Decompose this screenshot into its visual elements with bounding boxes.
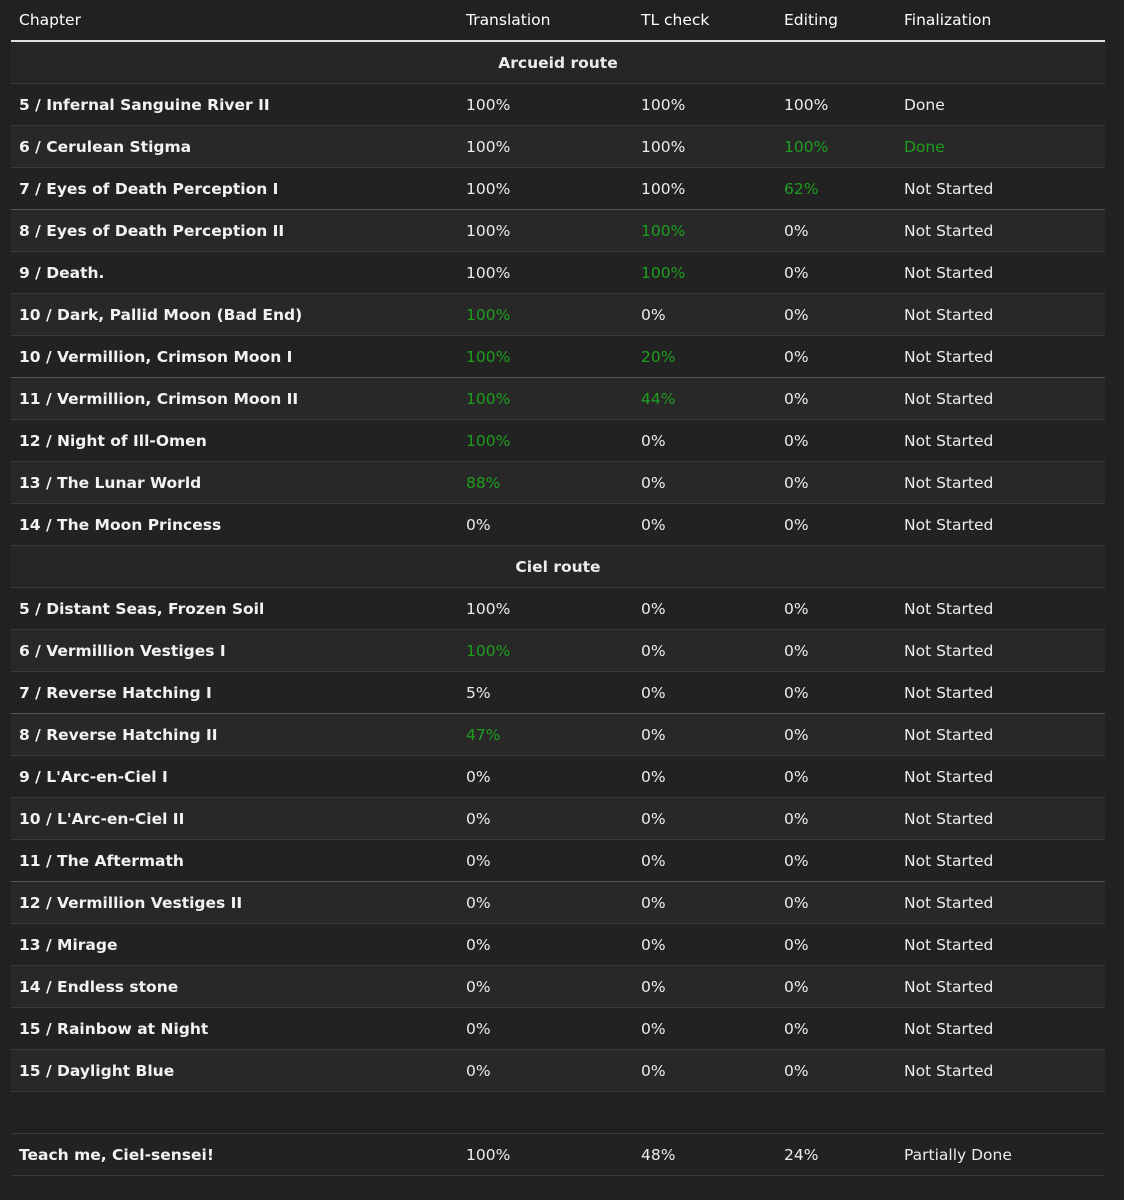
- table-row: [11, 462, 1105, 504]
- cell-translation: 0%: [458, 882, 633, 924]
- cell-editing: 100%: [776, 126, 896, 168]
- cell-tl-check: 0%: [633, 462, 776, 504]
- progress-table-container: [11, 0, 1105, 1176]
- cell-editing: 0%: [776, 378, 896, 420]
- spacer-cell: [11, 1092, 1105, 1134]
- cell-translation: 47%: [458, 714, 633, 756]
- cell-finalization: Done: [896, 84, 1105, 126]
- section-title: Arcueid route: [11, 41, 1105, 84]
- cell-finalization: Not Started: [896, 756, 1105, 798]
- cell-chapter: 12 / Vermillion Vestiges II: [11, 882, 458, 924]
- cell-tl-check: 0%: [633, 714, 776, 756]
- cell-chapter: 5 / Distant Seas, Frozen Soil: [11, 588, 458, 630]
- cell-translation: 0%: [458, 1050, 633, 1092]
- cell-translation: 100%: [458, 210, 633, 252]
- cell-tl-check: 100%: [633, 210, 776, 252]
- table-row: [11, 924, 1105, 966]
- table-row: [11, 840, 1105, 882]
- cell-translation: 88%: [458, 462, 633, 504]
- cell-editing: 24%: [776, 1134, 896, 1176]
- cell-chapter: 9 / Death.: [11, 252, 458, 294]
- section-header-row: [11, 41, 1105, 84]
- cell-translation: 0%: [458, 840, 633, 882]
- table-row: [11, 168, 1105, 210]
- cell-translation: 5%: [458, 672, 633, 714]
- cell-tl-check: 0%: [633, 840, 776, 882]
- cell-finalization: Not Started: [896, 168, 1105, 210]
- table-row: [11, 84, 1105, 126]
- cell-editing: 0%: [776, 504, 896, 546]
- cell-chapter: 15 / Daylight Blue: [11, 1050, 458, 1092]
- cell-tl-check: 0%: [633, 756, 776, 798]
- cell-editing: 0%: [776, 966, 896, 1008]
- cell-chapter: 7 / Eyes of Death Perception I: [11, 168, 458, 210]
- cell-editing: 0%: [776, 714, 896, 756]
- table-row: [11, 1134, 1105, 1176]
- table-row: [11, 672, 1105, 714]
- cell-tl-check: 0%: [633, 1008, 776, 1050]
- table-row: [11, 1050, 1105, 1092]
- table-row: [11, 126, 1105, 168]
- table-row: [11, 588, 1105, 630]
- cell-editing: 0%: [776, 210, 896, 252]
- cell-tl-check: 0%: [633, 420, 776, 462]
- table-row: [11, 798, 1105, 840]
- header-translation: Translation: [458, 0, 633, 41]
- header-tl-check: TL check: [633, 0, 776, 41]
- cell-translation: 100%: [458, 336, 633, 378]
- cell-editing: 0%: [776, 336, 896, 378]
- table-row: [11, 294, 1105, 336]
- cell-chapter: 10 / Vermillion, Crimson Moon I: [11, 336, 458, 378]
- cell-translation: 100%: [458, 168, 633, 210]
- cell-finalization: Not Started: [896, 504, 1105, 546]
- cell-translation: 100%: [458, 294, 633, 336]
- section-header-row: [11, 546, 1105, 588]
- cell-editing: 0%: [776, 1008, 896, 1050]
- cell-translation: 100%: [458, 378, 633, 420]
- table-row: [11, 378, 1105, 420]
- cell-chapter: 5 / Infernal Sanguine River II: [11, 84, 458, 126]
- cell-editing: 0%: [776, 798, 896, 840]
- cell-finalization: Not Started: [896, 714, 1105, 756]
- cell-editing: 0%: [776, 252, 896, 294]
- cell-editing: 0%: [776, 672, 896, 714]
- cell-tl-check: 100%: [633, 168, 776, 210]
- cell-tl-check: 100%: [633, 252, 776, 294]
- cell-finalization: Not Started: [896, 336, 1105, 378]
- cell-finalization: Not Started: [896, 630, 1105, 672]
- cell-chapter: 11 / The Aftermath: [11, 840, 458, 882]
- cell-chapter: 14 / The Moon Princess: [11, 504, 458, 546]
- table-row: [11, 336, 1105, 378]
- cell-chapter: 10 / L'Arc-en-Ciel II: [11, 798, 458, 840]
- spacer-row: [11, 1092, 1105, 1134]
- cell-translation: 0%: [458, 504, 633, 546]
- cell-translation: 0%: [458, 1008, 633, 1050]
- cell-tl-check: 0%: [633, 588, 776, 630]
- cell-finalization: Not Started: [896, 966, 1105, 1008]
- cell-editing: 62%: [776, 168, 896, 210]
- cell-finalization: Done: [896, 126, 1105, 168]
- cell-translation: 100%: [458, 588, 633, 630]
- cell-translation: 0%: [458, 966, 633, 1008]
- cell-editing: 0%: [776, 840, 896, 882]
- cell-editing: 0%: [776, 588, 896, 630]
- cell-finalization: Not Started: [896, 210, 1105, 252]
- table-row: [11, 714, 1105, 756]
- cell-editing: 0%: [776, 1050, 896, 1092]
- cell-chapter: 7 / Reverse Hatching I: [11, 672, 458, 714]
- cell-editing: 0%: [776, 756, 896, 798]
- table-body: [11, 41, 1105, 1176]
- table-row: [11, 420, 1105, 462]
- cell-translation: 0%: [458, 756, 633, 798]
- cell-chapter: 8 / Eyes of Death Perception II: [11, 210, 458, 252]
- cell-tl-check: 0%: [633, 504, 776, 546]
- header-finalization: Finalization: [896, 0, 1105, 41]
- cell-finalization: Not Started: [896, 588, 1105, 630]
- cell-tl-check: 0%: [633, 1050, 776, 1092]
- table-header: [11, 0, 1105, 41]
- cell-translation: 100%: [458, 420, 633, 462]
- cell-translation: 100%: [458, 252, 633, 294]
- cell-finalization: Not Started: [896, 294, 1105, 336]
- cell-tl-check: 100%: [633, 84, 776, 126]
- cell-chapter: 6 / Cerulean Stigma: [11, 126, 458, 168]
- cell-tl-check: 100%: [633, 126, 776, 168]
- cell-finalization: Not Started: [896, 840, 1105, 882]
- cell-chapter: 11 / Vermillion, Crimson Moon II: [11, 378, 458, 420]
- cell-chapter: 13 / The Lunar World: [11, 462, 458, 504]
- cell-editing: 0%: [776, 294, 896, 336]
- cell-chapter: 8 / Reverse Hatching II: [11, 714, 458, 756]
- cell-editing: 0%: [776, 924, 896, 966]
- cell-translation: 100%: [458, 126, 633, 168]
- header-chapter: Chapter: [11, 0, 458, 41]
- table-row: [11, 504, 1105, 546]
- table-row: [11, 252, 1105, 294]
- cell-translation: 100%: [458, 84, 633, 126]
- table-row: [11, 882, 1105, 924]
- cell-finalization: Not Started: [896, 420, 1105, 462]
- cell-translation: 0%: [458, 798, 633, 840]
- cell-finalization: Not Started: [896, 882, 1105, 924]
- cell-tl-check: 44%: [633, 378, 776, 420]
- cell-finalization: Not Started: [896, 252, 1105, 294]
- cell-tl-check: 0%: [633, 798, 776, 840]
- cell-tl-check: 0%: [633, 966, 776, 1008]
- cell-editing: 0%: [776, 882, 896, 924]
- table-row: [11, 210, 1105, 252]
- cell-translation: 100%: [458, 1134, 633, 1176]
- section-title: Ciel route: [11, 546, 1105, 588]
- cell-chapter: 15 / Rainbow at Night: [11, 1008, 458, 1050]
- cell-chapter: 13 / Mirage: [11, 924, 458, 966]
- cell-finalization: Not Started: [896, 672, 1105, 714]
- cell-tl-check: 0%: [633, 924, 776, 966]
- cell-editing: 100%: [776, 84, 896, 126]
- table-row: [11, 1008, 1105, 1050]
- cell-chapter: 6 / Vermillion Vestiges I: [11, 630, 458, 672]
- cell-finalization: Not Started: [896, 798, 1105, 840]
- cell-chapter: 9 / L'Arc-en-Ciel I: [11, 756, 458, 798]
- cell-finalization: Not Started: [896, 924, 1105, 966]
- cell-chapter: 12 / Night of Ill-Omen: [11, 420, 458, 462]
- table-row: [11, 630, 1105, 672]
- table-row: [11, 966, 1105, 1008]
- cell-tl-check: 0%: [633, 630, 776, 672]
- cell-editing: 0%: [776, 630, 896, 672]
- cell-tl-check: 48%: [633, 1134, 776, 1176]
- header-editing: Editing: [776, 0, 896, 41]
- cell-tl-check: 0%: [633, 672, 776, 714]
- cell-finalization: Partially Done: [896, 1134, 1105, 1176]
- cell-finalization: Not Started: [896, 462, 1105, 504]
- cell-finalization: Not Started: [896, 1050, 1105, 1092]
- cell-editing: 0%: [776, 462, 896, 504]
- cell-tl-check: 20%: [633, 336, 776, 378]
- cell-finalization: Not Started: [896, 1008, 1105, 1050]
- cell-tl-check: 0%: [633, 294, 776, 336]
- cell-finalization: Not Started: [896, 378, 1105, 420]
- cell-chapter: 10 / Dark, Pallid Moon (Bad End): [11, 294, 458, 336]
- cell-editing: 0%: [776, 420, 896, 462]
- table-row: [11, 756, 1105, 798]
- cell-chapter: 14 / Endless stone: [11, 966, 458, 1008]
- progress-table: [11, 0, 1105, 1176]
- cell-translation: 0%: [458, 924, 633, 966]
- cell-chapter: Teach me, Ciel-sensei!: [11, 1134, 458, 1176]
- cell-translation: 100%: [458, 630, 633, 672]
- cell-tl-check: 0%: [633, 882, 776, 924]
- header-row: [11, 0, 1105, 41]
